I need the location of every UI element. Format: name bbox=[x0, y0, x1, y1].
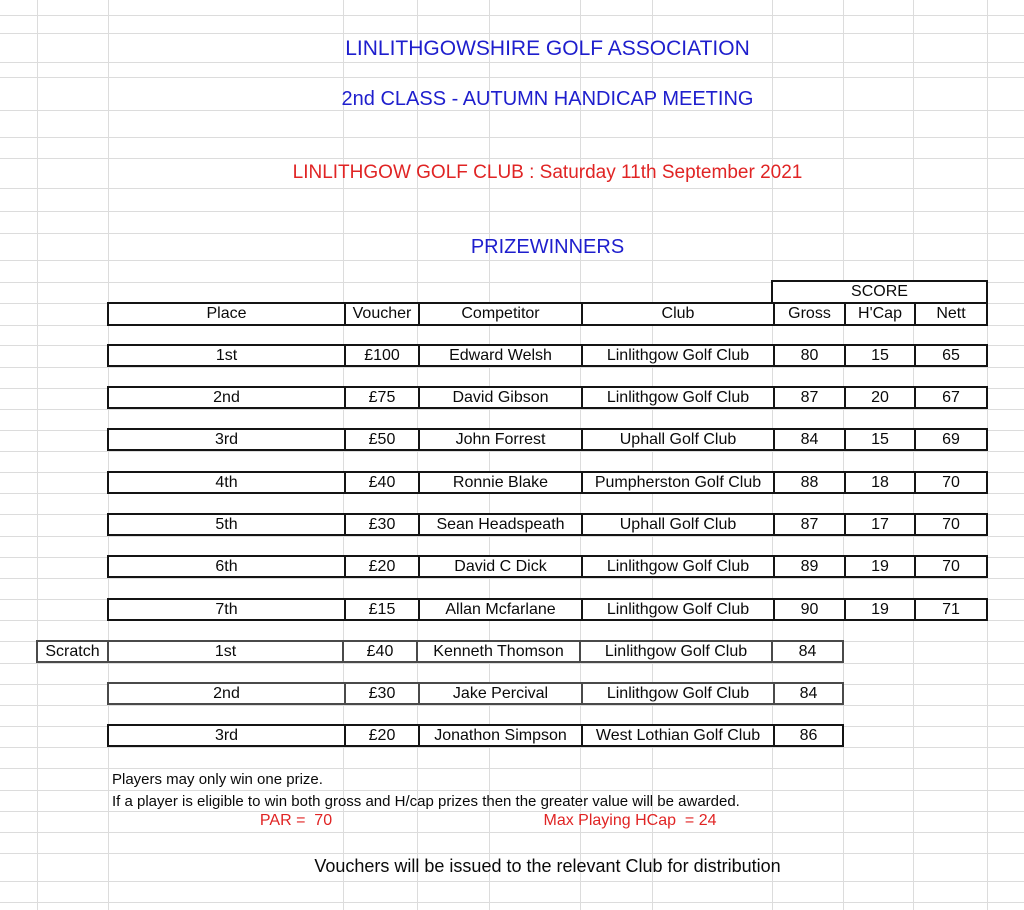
col-header-competitor: Competitor bbox=[418, 304, 581, 324]
cell-gross: 89 bbox=[773, 557, 844, 576]
gridline bbox=[0, 211, 1024, 212]
cell-club: Linlithgow Golf Club bbox=[581, 684, 773, 703]
cell-gross: 86 bbox=[773, 726, 842, 745]
gridline bbox=[0, 62, 1024, 63]
note-one-prize: Players may only win one prize. bbox=[112, 771, 323, 788]
gridline bbox=[0, 409, 1024, 410]
cell-club: Linlithgow Golf Club bbox=[581, 388, 773, 407]
gridline bbox=[0, 33, 1024, 34]
cell-hcap: 17 bbox=[844, 515, 914, 534]
cell-gross: 90 bbox=[773, 600, 844, 619]
cell-place: 3rd bbox=[214, 726, 239, 744]
cell-competitor: John Forrest bbox=[418, 430, 581, 449]
gridline bbox=[0, 367, 1024, 368]
cell-nett: 69 bbox=[914, 430, 986, 449]
cell-club: Linlithgow Golf Club bbox=[581, 346, 773, 365]
cell-voucher: £20 bbox=[344, 557, 418, 576]
table-row bbox=[107, 598, 988, 621]
note-eligibility: If a player is eligible to win both gross and H/cap prizes then the greater value will be awarded. bbox=[112, 793, 740, 810]
cell-place: 1st bbox=[215, 346, 238, 364]
col-header-gross: Gross bbox=[773, 304, 844, 324]
gridline bbox=[0, 578, 1024, 579]
par-value: PAR = 70 bbox=[259, 812, 333, 829]
cell-competitor: David C Dick bbox=[418, 557, 581, 576]
gridline bbox=[0, 137, 1024, 138]
cell-place: 2nd bbox=[213, 684, 240, 702]
cell-club: Uphall Golf Club bbox=[581, 430, 773, 449]
cell-voucher: £30 bbox=[344, 684, 418, 703]
cell-place: 6th bbox=[215, 557, 238, 575]
prizewinners-heading: PRIZEWINNERS bbox=[470, 236, 625, 258]
col-header-hcap: H'Cap bbox=[844, 304, 914, 324]
cell-hcap: 15 bbox=[844, 430, 914, 449]
cell-voucher: £100 bbox=[344, 346, 418, 365]
gridline bbox=[0, 451, 1024, 452]
cell-gross: 84 bbox=[773, 684, 842, 703]
cell-voucher: £40 bbox=[344, 473, 418, 492]
gridline bbox=[0, 536, 1024, 537]
scratch-label-cell: Scratch bbox=[45, 642, 100, 660]
cell-place: 4th bbox=[215, 473, 238, 491]
gridline bbox=[0, 902, 1024, 903]
table-row bbox=[107, 555, 988, 578]
max-hcap-value: Max Playing HCap = 24 bbox=[543, 812, 717, 829]
table-row bbox=[107, 386, 988, 409]
cell-club: Pumpherston Golf Club bbox=[581, 473, 773, 492]
gridline bbox=[0, 768, 1024, 769]
cell-place: 3rd bbox=[214, 430, 239, 448]
footer-distribution-note: Vouchers will be issued to the relevant Club for distribution bbox=[314, 856, 781, 876]
cell-nett: 70 bbox=[914, 557, 986, 576]
scratch-table-row bbox=[107, 724, 844, 747]
cell-place: 7th bbox=[215, 600, 238, 618]
cell-competitor: Kenneth Thomson bbox=[416, 642, 579, 661]
cell-competitor: Jonathon Simpson bbox=[418, 726, 581, 745]
cell-club: Linlithgow Golf Club bbox=[579, 642, 771, 661]
gridline bbox=[0, 663, 1024, 664]
gridline bbox=[0, 15, 1024, 16]
cell-voucher: £75 bbox=[344, 388, 418, 407]
col-header-place: Place bbox=[206, 305, 247, 322]
cell-hcap: 18 bbox=[844, 473, 914, 492]
gridline bbox=[0, 233, 1024, 234]
cell-voucher: £50 bbox=[344, 430, 418, 449]
cell-nett: 70 bbox=[914, 515, 986, 534]
cell-competitor: Edward Welsh bbox=[418, 346, 581, 365]
cell-gross: 84 bbox=[771, 642, 842, 661]
score-header-cell: SCORE bbox=[771, 280, 988, 304]
gridline bbox=[0, 705, 1024, 706]
cell-voucher: £15 bbox=[344, 600, 418, 619]
cell-gross: 88 bbox=[773, 473, 844, 492]
cell-competitor: Jake Percival bbox=[418, 684, 581, 703]
cell-nett: 70 bbox=[914, 473, 986, 492]
gridline bbox=[0, 790, 1024, 791]
cell-place: 1st bbox=[107, 642, 342, 661]
cell-hcap: 15 bbox=[844, 346, 914, 365]
cell-competitor: David Gibson bbox=[418, 388, 581, 407]
col-header-voucher: Voucher bbox=[344, 304, 418, 324]
cell-hcap: 19 bbox=[844, 557, 914, 576]
meeting-title: 2nd CLASS - AUTUMN HANDICAP MEETING bbox=[341, 88, 754, 110]
table-row bbox=[107, 471, 988, 494]
cell-club: West Lothian Golf Club bbox=[581, 726, 773, 745]
cell-voucher: £40 bbox=[342, 642, 416, 661]
cell-nett: 65 bbox=[914, 346, 986, 365]
cell-voucher: £30 bbox=[344, 515, 418, 534]
cell-nett: 71 bbox=[914, 600, 986, 619]
cell-gross: 84 bbox=[773, 430, 844, 449]
cell-competitor: Ronnie Blake bbox=[418, 473, 581, 492]
gridline bbox=[0, 747, 1024, 748]
table-row bbox=[107, 344, 988, 367]
cell-gross: 87 bbox=[773, 515, 844, 534]
scratch-table-row bbox=[36, 640, 844, 663]
venue-date-title: LINLITHGOW GOLF CLUB : Saturday 11th September 2021 bbox=[292, 162, 803, 183]
cell-hcap: 19 bbox=[844, 600, 914, 619]
association-title: LINLITHGOWSHIRE GOLF ASSOCIATION bbox=[345, 37, 750, 60]
cell-nett: 67 bbox=[914, 388, 986, 407]
gridline bbox=[0, 188, 1024, 189]
col-header-club: Club bbox=[581, 304, 773, 324]
gridline bbox=[0, 853, 1024, 854]
scratch-table-row bbox=[107, 682, 844, 705]
table-row bbox=[107, 428, 988, 451]
gridline bbox=[0, 832, 1024, 833]
cell-club: Uphall Golf Club bbox=[581, 515, 773, 534]
cell-competitor: Allan Mcfarlane bbox=[418, 600, 581, 619]
cell-gross: 87 bbox=[773, 388, 844, 407]
gridline bbox=[0, 77, 1024, 78]
cell-club: Linlithgow Golf Club bbox=[581, 557, 773, 576]
cell-club: Linlithgow Golf Club bbox=[581, 600, 773, 619]
cell-competitor: Sean Headspeath bbox=[418, 515, 581, 534]
gridline bbox=[0, 881, 1024, 882]
gridline bbox=[0, 158, 1024, 159]
table-row bbox=[107, 513, 988, 536]
cell-place: 5th bbox=[215, 515, 238, 533]
cell-gross: 80 bbox=[773, 346, 844, 365]
cell-hcap: 20 bbox=[844, 388, 914, 407]
gridline bbox=[0, 811, 1024, 812]
col-header-nett: Nett bbox=[914, 304, 986, 324]
gridline bbox=[0, 260, 1024, 261]
table-header-row bbox=[107, 302, 988, 326]
cell-place: 2nd bbox=[213, 388, 240, 406]
cell-voucher: £20 bbox=[344, 726, 418, 745]
